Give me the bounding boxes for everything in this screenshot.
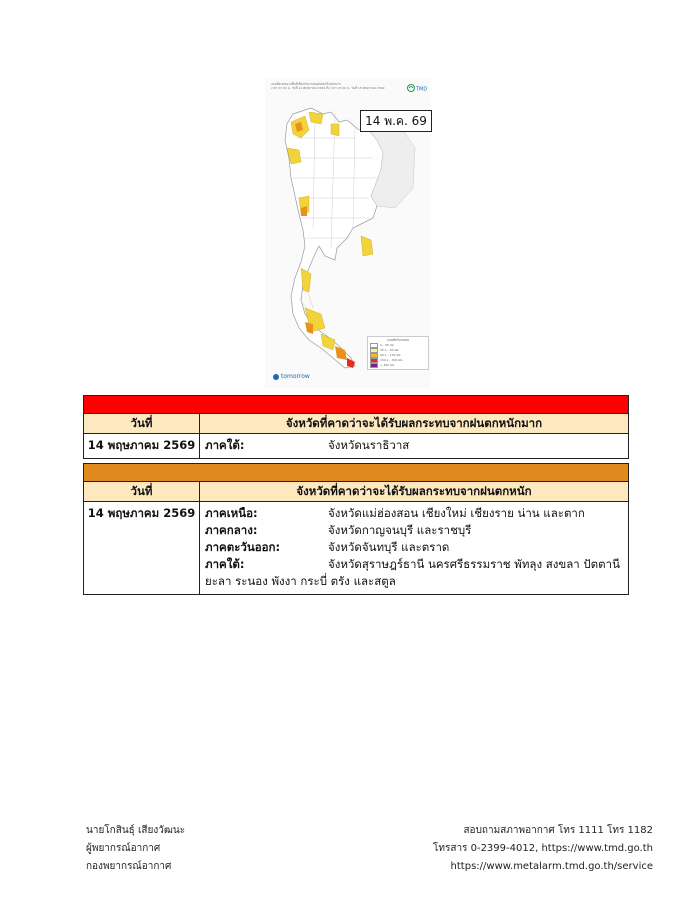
tmd-logo-text: TMD <box>416 86 428 93</box>
very-heavy-rain-color-bar <box>84 396 629 414</box>
region-provinces: จังหวัดนราธิวาส <box>328 438 410 452</box>
forecaster-title: ผู้พยากรณ์อากาศ <box>86 843 161 854</box>
region-name: ภาคใต้: <box>205 438 245 452</box>
row-provinces <box>200 502 629 595</box>
map-header-period: เวลา 07:00 น. วันที่ 14 พฤษภาคม 2569 ถึง เวลา 07:00 น. วันที่ 15 พฤษภาคม 2569 <box>271 86 385 90</box>
table-row <box>84 434 629 459</box>
heavy-rain-table <box>83 463 629 595</box>
heavy-rain-color-bar <box>84 464 629 482</box>
forecast-map-figure <box>265 78 430 388</box>
region-line <box>205 556 624 573</box>
footer-signature <box>86 822 185 876</box>
row-date: 14 พฤษภาคม 2569 <box>84 502 200 595</box>
region-name: ภาคกลาง: <box>205 523 258 537</box>
table-row <box>84 502 629 595</box>
region-provinces: จังหวัดสุราษฎร์ธานี นครศรีธรรมราช พัทลุง สงขลา ปัตตานี <box>328 557 620 571</box>
contact-fax-website: โทรสาร 0-2399-4012, https://www.tmd.go.th <box>433 843 653 854</box>
column-header-provinces: จังหวัดที่คาดว่าจะได้รับผลกระทบจากฝนตกหนัก <box>200 482 629 502</box>
table-header-row <box>84 482 629 502</box>
region-line <box>205 437 624 454</box>
column-header-date: วันที่ <box>84 414 200 434</box>
region-name: ภาคเหนือ: <box>205 506 258 520</box>
legend-label: 150.1 - 300 มม. <box>380 358 404 362</box>
map-header-title: แผนที่คาดหมายพื้นที่เสี่ยงภัยจากฝนตกหนักถึงหนักมาก <box>271 82 341 86</box>
tomorrow-brand-text: tomorrow <box>281 373 310 380</box>
legend-label: 0 - 35 มม. <box>380 343 395 347</box>
tomorrow-brand <box>273 373 310 380</box>
table-header-row <box>84 414 629 434</box>
region-line <box>205 522 624 539</box>
tomorrow-logo-icon <box>273 374 279 380</box>
region-continuation: ยะลา ระนอง พังงา กระบี่ ตรัง และสตูล <box>205 574 396 588</box>
very-heavy-rain-table <box>83 395 629 459</box>
region-line <box>205 539 624 556</box>
region-name: ภาคตะวันออก: <box>205 540 281 554</box>
contact-phone: สอบถามสภาพอากาศ โทร 1111 โทร 1182 <box>463 825 653 836</box>
row-provinces <box>200 434 629 459</box>
footer-contact <box>433 822 653 876</box>
legend-label: 90.1 - 150 มม. <box>380 353 402 357</box>
region-provinces: จังหวัดจันทบุรี และตราด <box>328 540 450 554</box>
region-provinces: จังหวัดแม่ฮ่องสอน เชียงใหม่ เชียงราย น่าน และตาก <box>328 506 585 520</box>
column-header-provinces: จังหวัดที่คาดว่าจะได้รับผลกระทบจากฝนตกหนักมาก <box>200 414 629 434</box>
legend-label: > 300 มม. <box>380 363 396 367</box>
legend-label: 35.1 - 90 มม. <box>380 348 400 352</box>
row-date: 14 พฤษภาคม 2569 <box>84 434 200 459</box>
forecaster-name: นายโกสินธุ์ เสียงวัฒนะ <box>86 825 186 836</box>
legend-item <box>368 363 428 368</box>
map-legend <box>367 336 429 370</box>
legend-title: เกณฑ์ปริมาณฝน <box>387 338 409 342</box>
contact-service-link[interactable]: https://www.metalarm.tmd.go.th/service <box>450 861 653 872</box>
region-line <box>205 505 624 522</box>
map-date-box: 14 พ.ค. 69 <box>360 110 432 132</box>
region-name: ภาคใต้: <box>205 557 245 571</box>
region-provinces: จังหวัดกาญจนบุรี และราชบุรี <box>328 523 472 537</box>
forecaster-division: กองพยากรณ์อากาศ <box>86 861 172 872</box>
legend-swatch <box>370 363 378 368</box>
column-header-date: วันที่ <box>84 482 200 502</box>
